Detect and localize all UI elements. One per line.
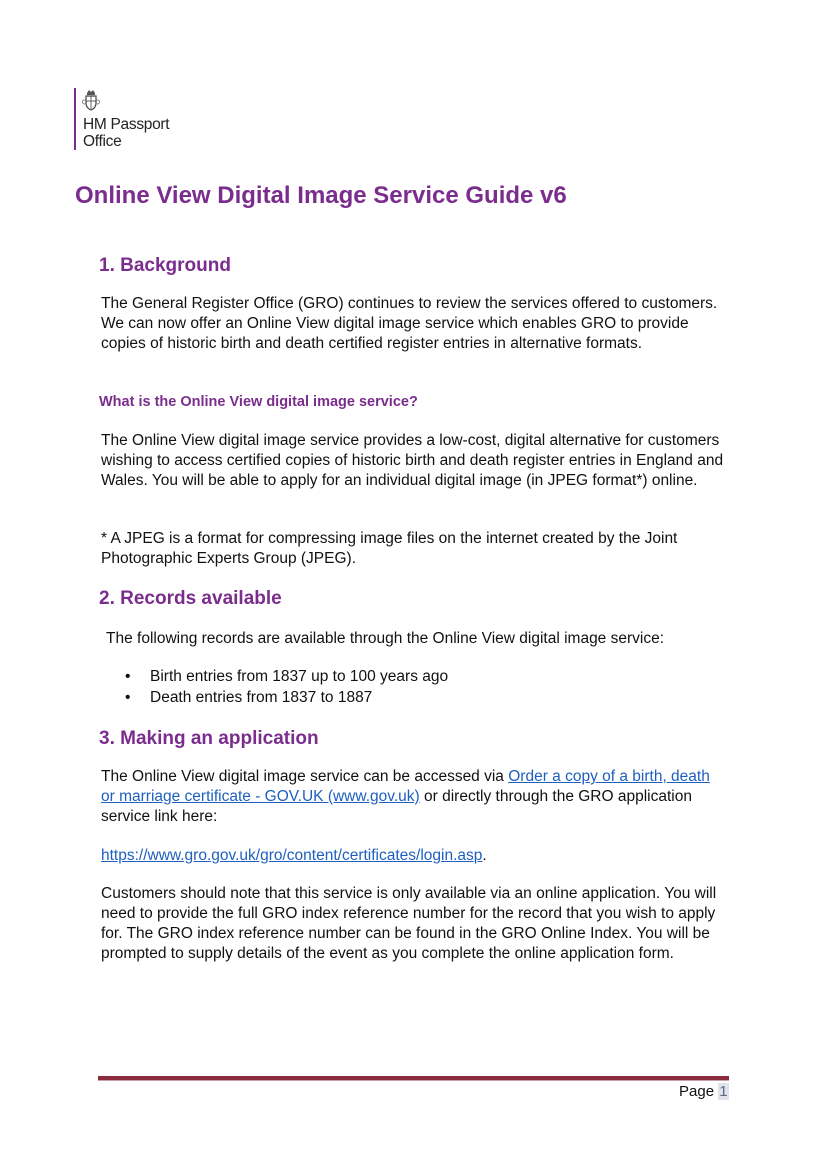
- what-is-service-subheading: What is the Online View digital image service?: [99, 394, 418, 410]
- link-suffix: .: [482, 847, 487, 864]
- page-label: Page: [679, 1083, 715, 1100]
- logo-line-2: Office: [83, 133, 122, 150]
- logo-line-1: HM Passport: [83, 116, 170, 133]
- application-heading: 3. Making an application: [99, 728, 319, 749]
- document-title: Online View Digital Image Service Guide v6: [75, 182, 567, 209]
- list-item: • Birth entries from 1837 up to 100 years ago: [125, 667, 448, 688]
- records-heading: 2. Records available: [99, 588, 282, 609]
- gov-uk-certificate-link[interactable]: Order a copy of a birth, death or marriage certificate - GOV.UK (www.gov.uk): [101, 768, 710, 805]
- footer-divider: [98, 1076, 729, 1081]
- logo-text: [83, 116, 169, 150]
- background-paragraph: The General Register Office (GRO) continues to review the services offered to customers. We can now offer an Online View digital image service which enables GRO to provide copies of historic birth and death certified register entries in alternative formats.: [101, 295, 718, 352]
- records-intro: The following records are available through the Online View digital image service:: [106, 630, 665, 647]
- application-paragraph: [101, 767, 716, 827]
- page-number: [679, 1083, 729, 1100]
- service-description-paragraph: The Online View digital image service provides a low-cost, digital alternative for customers wishing to access certified copies of historic birth and death register entries in England and Wales. You will be able to apply for an individual digital image (in JPEG format*) online.: [101, 432, 724, 489]
- application-text-post: or directly through the GRO application service link here:: [101, 788, 692, 825]
- logo-divider: [74, 88, 76, 150]
- background-heading: 1. Background: [99, 255, 231, 276]
- gro-login-link[interactable]: https://www.gro.gov.uk/gro/content/certificates/login.asp: [101, 847, 483, 864]
- jpeg-footnote: * A JPEG is a format for compressing image files on the internet created by the Joint Photographic Experts Group (JPEG).: [101, 530, 678, 567]
- online-application-paragraph: Customers should note that this service is only available via an online application. You will need to provide the full GRO index reference number for the record that you wish to apply for. The GRO index reference number can be found in the GRO Online Index. You will be prompted to supply details of the event as you complete the online application form.: [101, 885, 717, 962]
- page-number-value: 1: [719, 1083, 728, 1100]
- list-item: • Death entries from 1837 to 1887: [125, 688, 448, 709]
- records-list: [125, 667, 448, 708]
- gro-login-link-line: [101, 846, 726, 866]
- application-text-pre: The Online View digital image service can be accessed via: [101, 768, 509, 785]
- royal-crest-icon: [82, 88, 100, 112]
